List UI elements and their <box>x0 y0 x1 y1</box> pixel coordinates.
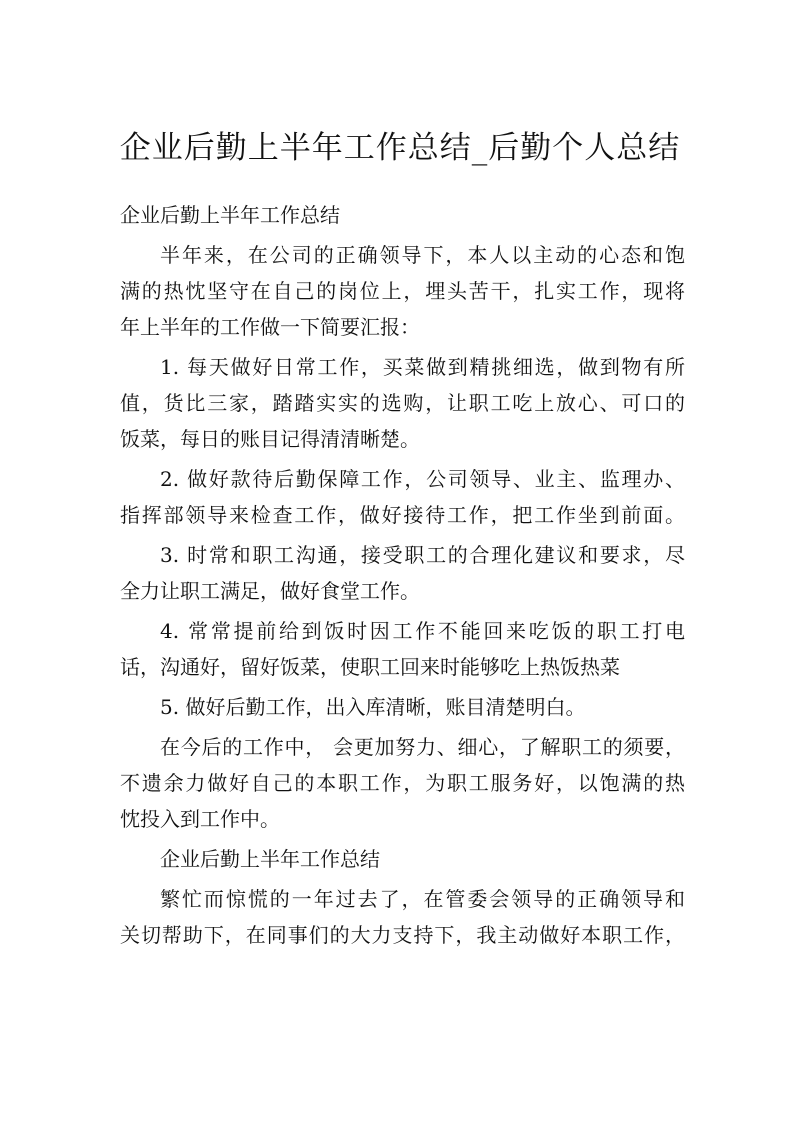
list-item-line: 指挥部领导来检查工作，做好接待工作，把工作坐到前面。 <box>120 503 685 527</box>
paragraph-line: 忱投入到工作中。 <box>120 807 280 831</box>
paragraph-line: 满的热忱坚守在自己的岗位上，埋头苦干，扎实工作，现将 <box>120 279 685 303</box>
document-body <box>120 197 685 953</box>
list-item-line: 值，货比三家，踏踏实实的选购，让职工吃上放心、可口的 <box>120 391 685 415</box>
list-item-line: 2. 做好款待后勤保障工作，公司领导、业主、监理办、 <box>160 467 685 491</box>
section-heading: 企业后勤上半年工作总结 <box>160 847 380 871</box>
list-item-line: 1. 每天做好日常工作，买菜做到精挑细选，做到物有所 <box>160 355 685 379</box>
paragraph-line: 半年来，在公司的正确领导下，本人以主动的心态和饱 <box>160 243 685 267</box>
paragraph-line: 年上半年的工作做一下简要汇报： <box>120 315 420 339</box>
section-heading: 企业后勤上半年工作总结 <box>120 203 340 227</box>
paragraph-line: 繁忙而惊慌的一年过去了，在管委会领导的正确领导和 <box>160 887 685 911</box>
list-item-line: 全力让职工满足，做好食堂工作。 <box>120 579 420 603</box>
list-item-line: 5. 做好后勤工作，出入库清晰，账目清楚明白。 <box>160 695 586 719</box>
list-item-line: 饭菜，每日的账目记得清清晰楚。 <box>120 427 420 451</box>
list-item-line: 3. 时常和职工沟通，接受职工的合理化建议和要求，尽 <box>160 543 685 567</box>
paragraph-line: 关切帮助下，在同事们的大力支持下，我主动做好本职工作， <box>120 923 685 947</box>
list-item-line: 话，沟通好，留好饭菜，使职工回来时能够吃上热饭热菜 <box>120 655 620 679</box>
paragraph-line: 在今后的工作中， 会更加努力、细心，了解职工的须要， <box>160 735 685 759</box>
document-title: 企业后勤上半年工作总结_后勤个人总结 <box>119 130 681 166</box>
paragraph-line: 不遗余力做好自己的本职工作，为职工服务好，以饱满的热 <box>120 771 685 795</box>
list-item-line: 4. 常常提前给到饭时因工作不能回来吃饭的职工打电 <box>160 619 685 643</box>
